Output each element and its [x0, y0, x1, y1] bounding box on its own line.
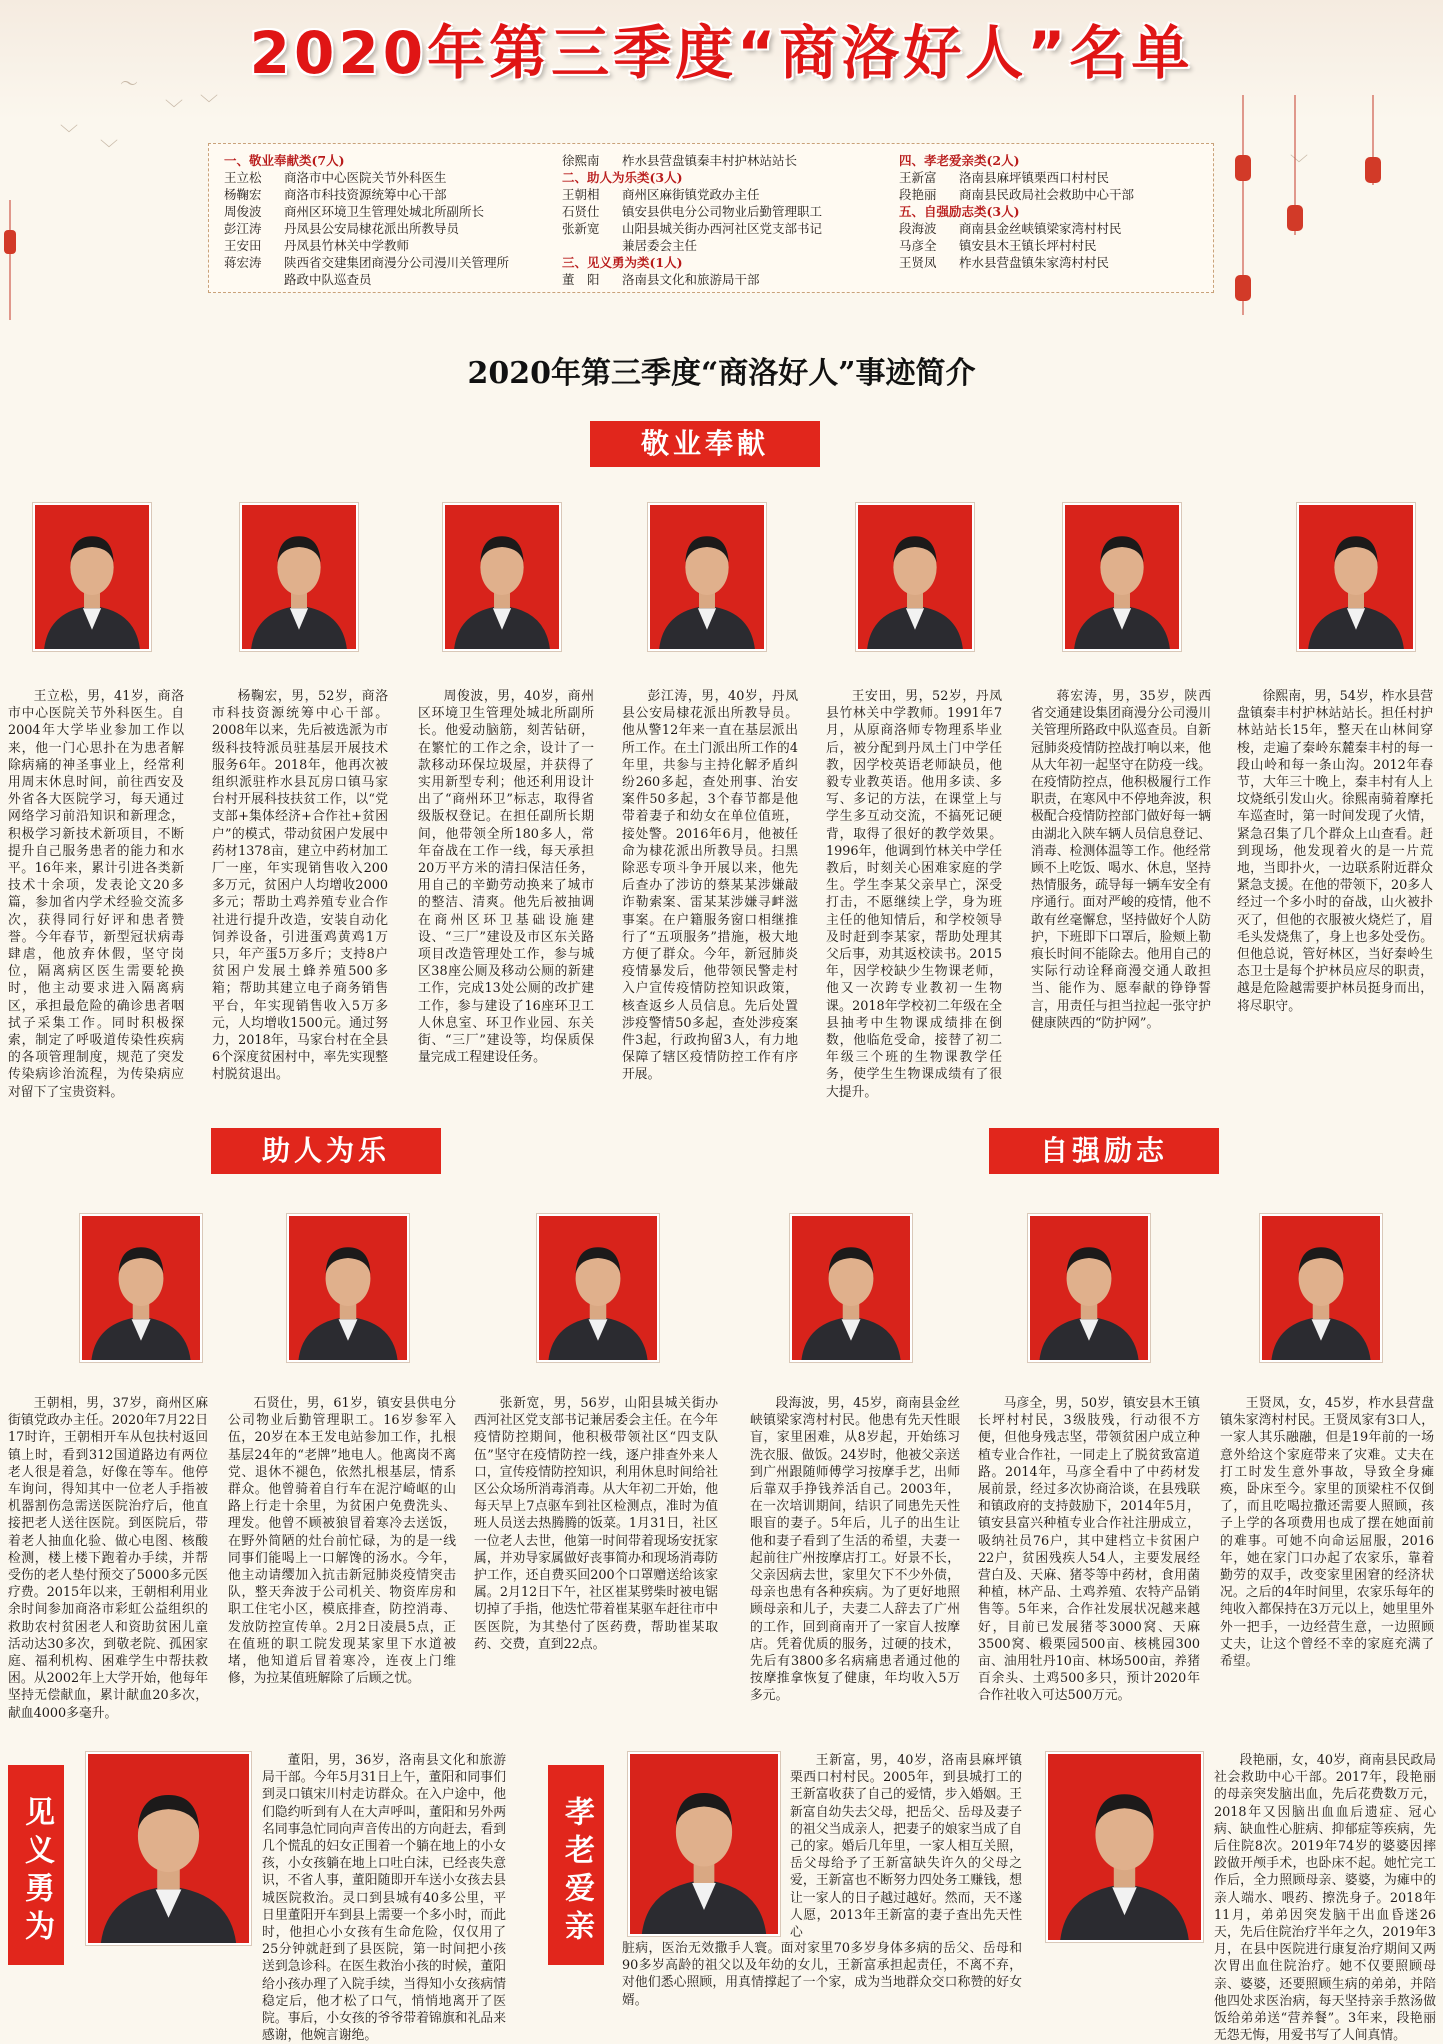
roster-entry	[562, 203, 822, 220]
roster-name: 王朝相	[562, 187, 600, 202]
roster-entry	[899, 237, 1134, 254]
roster-entry	[224, 254, 509, 271]
roster-name: 王贤凤	[899, 255, 937, 270]
portrait-zhoujunbo	[443, 503, 561, 651]
bio-zhoujunbo: 周俊波，男，40岁，商州区环境卫生管理处城北所副所长。他爱动脑筋，刻苦钻研，在繁忙的工作之余，设计了一款移动环保垃圾屋，并获得了实用新型专利；他还利用设计出了“商州环卫”标志，取得省级版权登记。在担任副所长期间，他带领全所180多人，常年奋战在工作一线，每天承担20万平方米的清扫保洁任务，用自己的辛勤劳动换来了城市的整洁、清爽。他先后被抽调在商州区环卫基础设施建设、“三厂”建设及市区东关路项目改造管理处工作，参与城区38座公厕及移动公厕的新建工作，完成13处公厕的改扩建工作，参与建设了16座环卫工人休息室、环卫作业园、东关街、“三厂”建设等，均保质保量完成工程建设任务。	[418, 689, 594, 1066]
portrait-zhangxinkuan	[537, 1214, 659, 1362]
portrait-wanglisong	[33, 503, 151, 651]
bio-jianghongtao: 蒋宏涛，男，35岁，陕西省交通建设集团商漫分公司漫川关管理所路政中队巡查员。自新冠肺炎疫情防控战打响以来，他从大年初一起坚守在防疫一线。在疫情防控点，他积极履行工作职责，在寒风中不停地奔波，积极配合疫情防控部门做好每一辆由湖北入陕车辆人员信息登记、消毒、检测体温等工作。他经常顾不上吃饭、喝水、休息，坚持热情服务，疏导每一辆车安全有序通行。面对严峻的疫情，他不敢有丝毫懈怠，坚持做好个人防护，下班即下口罩后，脸颊上勒痕长时间不能除去。他用自己的实际行动诠释商漫交通人敢担当、能作为、愿奉献的铮铮誓言，用责任与担当拉起一张守护健康陕西的“防护网”。	[1031, 689, 1211, 1031]
roster-entry	[899, 220, 1134, 237]
roster-org: 山阳县城关街办西河社区党支部书记	[622, 221, 823, 236]
roster-name: 石贤仕	[562, 204, 600, 219]
roster-org: 商南县金丝峡镇梁家湾村村民	[959, 221, 1122, 236]
bio-xuxinan: 徐熙南，男，54岁，柞水县营盘镇秦丰村护林站站长。担任村护林站站长15年，整天在山林间穿梭，走遍了秦岭东麓秦丰村的每一段山岭和每一条山沟。2012年春节，大年三十晚上，秦丰村有人上坟烧纸引发山火。徐熙南骑着摩托车巡查时，第一时间发现了火情，紧急召集了几个群众上山查看。赶到现场，他发现着火的是一片荒地，当即扑火，一边联系附近群众紧急支援。在他的带领下，20多人经过一个多小时的奋战，山火被扑灭了，但他的衣服被火烧烂了，眉毛头发烧焦了，身上也多处受伤。但他总说，管好林区，当好秦岭生态卫士是每个护林员应尽的职责，越是危险越需要护林员挺身而出，将尽职守。	[1237, 689, 1433, 1014]
roster-entry	[224, 203, 509, 220]
roster-org: 柞水县营盘镇秦丰村护林站站长	[622, 153, 798, 168]
bio-wangxianfeng: 王贤凤，女，45岁，柞水县营盘镇朱家湾村村民。王贤凤家有3口人，一家人其乐融融，但是19年前的一场意外给这个家庭带来了灾难。丈夫在打工时发生意外事故，导致全身瘫痪，卧床至今。家里的顶梁柱不仅倒了，而且吃喝拉撒还需要人照顾，孩子上学的各项费用也成了摆在她面前的难事。可她不向命运屈服，2016年，她在家门口办起了农家乐，靠着勤劳的双手，改变家里困窘的经济状况。之后的4年时间里，农家乐每年的纯收入都保持在3万元以上，她里里外外一把手，一边经营生意，一边照顾丈夫，让这个曾经不幸的家庭充满了希望。	[1220, 1396, 1434, 1670]
roster-name: 段艳丽	[899, 187, 937, 202]
portrait-duanhaibo	[790, 1214, 912, 1362]
roster-name: 王新富	[899, 170, 937, 185]
section-banner-jingye: 敬业奉献	[590, 421, 820, 467]
roster-name: 徐熙南	[562, 153, 600, 168]
bio-wangxinfu-top: 王新富，男，40岁，洛南县麻坪镇栗西口村村民。2005年，到县城打工的王新富收获了自己的爱情，步入婚姻。王新富自幼失去父母，把岳父、岳母及妻子的祖父当成亲人，把妻子的娘家当成了自己的家。婚后几年里，一家人相互关照，岳父母给予了王新富缺失许久的父母之爱，王新富也不断努力四处务工赚钱，想让一家人的日子越过越好。然而，天不遂人愿，2013年王新富的妻子查出先天性心	[790, 1753, 1022, 1941]
roster-list	[208, 143, 1214, 293]
roster-entry	[899, 186, 1134, 203]
decorative-lantern-icon	[0, 200, 180, 320]
roster-name: 王安田	[224, 238, 262, 253]
roster-category: 四、孝老爱亲类(2人)	[899, 153, 1020, 168]
portrait-mayanquan	[1028, 1214, 1150, 1362]
roster-name: 董 阳	[562, 272, 600, 287]
roster-entry	[224, 237, 509, 254]
portrait-yangjuhong	[240, 503, 358, 651]
roster-name: 张新宽	[562, 221, 600, 236]
roster-entry	[899, 254, 1134, 271]
bio-pengjiangtao: 彭江涛，男，40岁，丹凤县公安局棣花派出所教导员。他从警12年来一直在基层派出所工作。在土门派出所工作的4年里，共参与主持化解矛盾纠纷260多起，查处刑事、治安案件50多起，3个春节都是他带着妻子和幼女在单位值班，接处警。2016年6月，他被任命为棣花派出所教导员。扫黑除恶专项斗争开展以来，他先后查办了涉访的蔡某某涉嫌敲诈勒索案、雷某某涉嫌寻衅滋事案。在户籍服务窗口相继推行了“五项服务”措施，极大地方便了群众。今年，新冠肺炎疫情暴发后，他带领民警走村入户宣传疫情防控知识政策，核查返乡人员信息。先后处置涉疫警情50多起，查处涉疫案件3起，行政拘留3人，有力地保障了辖区疫情防控工作有序开展。	[622, 689, 798, 1083]
section-banner-ziqiang: 自强励志	[989, 1128, 1219, 1174]
portrait-wangxinfu	[628, 1752, 780, 1936]
section-banner-jianyi: 见义勇为	[8, 1765, 64, 1965]
bird-icon: ﹀	[200, 94, 218, 115]
roster-org: 商州区环境卫生管理处城北所副所长	[284, 204, 485, 219]
bio-dongyang: 董阳，男，36岁，洛南县文化和旅游局干部。今年5月31日上午，董阳和同事们到灵口镇宋川村走访群众。在入户途中，他们隐约听到有人在大声呼叫，董阳和另外两名同事急忙同向声音传出的方向赶去，看到几个慌乱的妇女正围着一个躺在地上的小女孩，小女孩躺在地上口吐白沫，已经丧失意识，不省人事，董阳随即开车送小女孩去县城医院救治。灵口到县城有40多公里，平日里董阳开车到县上需要一个多小时，而此时，他担心小女孩有生命危险，仅仅用了25分钟就赶到了县医院，第一时间把小孩送到急诊科。在医生救治小孩的时候，董阳给小孩办理了入院手续，当得知小女孩病情稳定后，他才松了口气，悄悄地离开了医院。事后，小女孩的爷爷带着锦旗和礼品来感谢，他婉言谢绝。	[262, 1753, 506, 2044]
roster-name: 周俊波	[224, 204, 262, 219]
roster-category: 五、自强励志类(3人)	[899, 204, 1020, 219]
bio-mayanquan: 马彦全，男，50岁，镇安县木王镇长坪村村民，3级肢残，行动很不方便，但他身残志坚，带领贫困户成立种植专业合作社，一同走上了脱贫致富道路。2014年，马彦全看中了中药材发展前景，经过多次协商洽谈，在县残联和镇政府的支持鼓励下，2014年5月，镇安县富兴种植专业合作社注册成立，吸纳社员76户，其中建档立卡贫困户22户，贫困残疾人54人，主要发展经营白及、天麻、猪苓等中药材，食用菌种植，林产品、土鸡养殖、农特产品销售等。5年来，合作社发展状况越来越好，目前已发展猪苓3000窝、天麻3500窝、椴栗园500亩、核桃园300亩、油用牡丹10亩、林场500亩，养猪百余头、土鸡500多只，预计2020年合作社收入可达500万元。	[978, 1396, 1200, 1704]
portrait-wanganti	[856, 503, 974, 651]
portrait-duanyanli	[1046, 1752, 1203, 1942]
roster-name: 王立松	[224, 170, 262, 185]
roster-entry	[562, 152, 822, 169]
bio-zhangxinkuan: 张新宽，男，56岁，山阳县城关街办西河社区党支部书记兼居委会主任。在今年疫情防控期间，他积极带领社区“四支队伍”坚守在疫情防控一线，逐户排查外来人口，宣传疫情防控知识，利用休息时间给社区公众场所消毒消毒。从大年初二开始，他每天早上7点驱车到社区检测点，准时为值班人员送去热腾腾的饭菜。1月31日，社区一位老人去世，他第一时间带着现场安抚家属，并劝导家属做好丧事简办和现场消毒防护工作，还自费买回200个口罩赠送给该家属。2月12日下午，社区崔某劈柴时被电锯切掉了手指，他迭忙带着崔某驱车赶往市中医医院，为其垫付了医药费，帮助崔某取药、交费，直到22点。	[474, 1396, 718, 1652]
roster-org: 洛南县文化和旅游局干部	[622, 272, 760, 287]
roster-column	[224, 152, 509, 288]
portrait-wangxianfeng	[1260, 1214, 1382, 1362]
section-banner-xiaolao: 孝老爱亲	[548, 1765, 604, 1965]
bio-wanganti: 王安田，男，52岁，丹凤县竹林关中学教师。1991年7月，从原商洛师专物理系毕业后，被分配到丹凤土门中学任教，因学校英语老师缺员，他毅专业教英语。他用多读、多写、多记的方法，在课堂上与学生多互动交流，不搞死记硬背，取得了很好的教学效果。1996年，他调到竹林关中学任教后，时刻关心困难家庭的学生。学生李某父亲早亡，深受打击，不愿继续上学，身为班主任的他知情后，和学校领导及时赶到李某家，帮助处理其父后事，劝其返校读书。2015年，因学校缺少生物课老师，他又一次跨专业教初一生物课。2018年学校初二年级在全县抽考中生物课成绩排在倒数，他临危受命，接替了初二年级三个班的生物课教学任务，使学生生物课成绩有了很大提升。	[826, 689, 1002, 1100]
bird-icon: 〜	[120, 74, 138, 95]
bird-icon: ﹀	[1290, 154, 1308, 175]
bio-wanglisong: 王立松，男，41岁，商洛市中心医院关节外科医生。自2004年大学毕业参加工作以来，他一门心思扑在为患者解除病痛的神圣事业上，经常利用周末休息时间，前往西安及外省各大医院学习，每天通过网络学习前沿知识和新理念，积极学习新技术新项目，不断提升自己服务患者的能力和水平。16年来，累计引进各类新技术十余项，发表论文20多篇，参加省内学术经验交流多次，获得同行好评和患者赞誉。今年春节，新型冠状病毒肆虐，他放弃休假，坚守岗位，隔离病区医生需要轮换时，他主动要求进入隔离病区，承担最危险的确诊患者咽拭子采集工作。同时积极探索，制定了呼吸道传染性疾病的各项管理制度，规范了突发传染病诊治流程，为传染病应对留下了宝贵资料。	[8, 689, 184, 1100]
roster-org: 柞水县营盘镇朱家湾村村民	[959, 255, 1110, 270]
portrait-xuxinan	[1297, 503, 1415, 651]
decorative-lantern-icon	[1223, 95, 1443, 325]
roster-entry	[224, 220, 509, 237]
roster-entry	[562, 186, 822, 203]
roster-name: 彭江涛	[224, 221, 262, 236]
roster-org: 商洛市中心医院关节外科医生	[284, 170, 447, 185]
roster-column	[899, 152, 1134, 271]
portrait-shixianshi	[287, 1214, 409, 1362]
portrait-pengjiangtao	[648, 503, 766, 651]
roster-org: 商州区麻街镇党政办主任	[622, 187, 760, 202]
roster-name: 杨鞠宏	[224, 187, 262, 202]
bio-yangjuhong: 杨鞠宏，男，52岁，商洛市科技资源统筹中心干部。2008年以来，先后被选派为市级科技特派员驻基层开展技术服务6年。2018年，他再次被组织派驻柞水县瓦房口镇马家台村开展科技扶贫工作，以“党支部+集体经济+合作社+贫困户”的模式，带动贫困户发展中药材1378亩，建立中药材加工厂一座，年实现销售收入200多万元，贫困户人均增收2000多元；帮助土鸡养殖专业合作社进行提升改造，安装自动化饲养设备，引进蛋鸡黄鸡1万只，年产蛋5万多斤；支持8户贫困户发展土蜂养殖500多箱；帮助其建立电子商务销售平台，年实现销售收入5万多元，人均增收1500元。通过努力，2018年，马家台村在全县6个深度贫困村中，率先实现整村脱贫退出。	[212, 689, 388, 1083]
roster-org-continued: 路政中队巡查员	[284, 272, 372, 287]
roster-category: 二、助人为乐类(3人)	[562, 170, 683, 185]
section-banner-zhuren: 助人为乐	[211, 1128, 441, 1174]
roster-org: 陕西省交建集团商漫分公司漫川关管理所	[284, 255, 510, 270]
portrait-jianghongtao	[1063, 503, 1181, 651]
roster-entry	[899, 169, 1134, 186]
roster-org: 丹凤县公安局棣花派出所教导员	[284, 221, 460, 236]
roster-entry	[562, 220, 822, 237]
roster-org: 商洛市科技资源统筹中心干部	[284, 187, 447, 202]
bio-wangxinfu-bottom: 脏病，医治无效撒手人寰。面对家里70多岁身体多病的岳父、岳母和90多岁高龄的祖父以及年幼的女儿，王新富承担起责任，不离不弃，对他们悉心照顾，用真情撑起了一个家，成为当地群众交口称赞的好女婿。	[622, 1941, 1022, 2008]
roster-category: 一、敬业奉献类(7人)	[224, 153, 345, 168]
roster-org: 镇安县供电分公司物业后勤管理职工	[622, 204, 823, 219]
roster-org: 商南县民政局社会救助中心干部	[959, 187, 1135, 202]
roster-org: 洛南县麻坪镇栗西口村村民	[959, 170, 1110, 185]
roster-entry	[562, 271, 822, 288]
roster-org: 镇安县木王镇长坪村村民	[959, 238, 1097, 253]
section-subtitle: 2020年第三季度“商洛好人”事迹简介	[467, 356, 976, 391]
roster-name: 马彦全	[899, 238, 937, 253]
portrait-wangchaoxiang	[80, 1214, 202, 1362]
roster-entry	[224, 169, 509, 186]
roster-column	[562, 152, 822, 288]
page-title: 2020年第三季度“商洛好人”名单	[249, 19, 1194, 87]
bird-icon: ﹀	[100, 139, 118, 160]
bio-duanhaibo: 段海波，男，45岁，商南县金丝峡镇梁家湾村村民。他患有先天性眼盲，家里困难，从8岁起，开始练习洗衣服、做饭。24岁时，他被父亲送到广州跟随师傅学习按摩手艺，出师后靠双手挣钱养活自己。2003年，在一次培训期间，结识了同患先天性眼盲的妻子。5年后，儿子的出生让他和妻子看到了生活的希望，夫妻一起前往广州按摩店打工。好景不长，父亲因病去世，家里欠下不少外债，母亲也患有各种疾病。为了更好地照顾母亲和儿子，夫妻二人辞去了广州的工作，回到商南开了一家盲人按摩店。凭着优质的服务，过硬的技术，先后有3800多名病痛患者通过他的按摩推拿恢复了健康，年均收入5万多元。	[750, 1396, 960, 1704]
roster-org-continued: 兼居委会主任	[622, 238, 698, 253]
bio-shixianshi: 石贤仕，男，61岁，镇安县供电分公司物业后勤管理职工。16岁参军入伍，20岁在本王发电站参加工作，扎根基层24年的“老牌”地电人。他离岗不离党、退休不褪色，依然扎根基层，情系群众。他曾骑着自行车在泥泞崎岖的山路上行走十余里，为贫困户免费洗头、理发。他曾不顾被狼冒着寒冷去送饭，在野外简陋的灶台前忙碌，为的是一线同事们能喝上一口解馋的汤水。今年，他主动请缨加入抗击新冠肺炎疫情突击队，整天奔波于公司机关、物资库房和职工住宅小区，模底排查，防控消毒、发放防控宣传单。2月2日凌晨5点，正在值班的职工院发现某家里下水道被堵，他知道后冒着寒冷，连夜上门维修，为拉某值班解除了后顾之忧。	[228, 1396, 456, 1687]
bio-duanyanli: 段艳丽，女，40岁，商南县民政局社会救助中心干部。2017年，段艳丽的母亲突发脑出血，先后花费数万元，2018年又因脑出血血后遗症、冠心病、缺血性心脏病、抑郁症等疾病，先后住院8次。2019年74岁的婆婆因摔跤做开颅手术，也卧床不起。她忙完工作后，全力照顾母亲、婆婆，为瘫中的亲人端水、喂药、擦洗身子。2018年11月，弟弟因突发脑干出血昏迷26天，先后住院治疗半年之久，2019年3月，在县中医院进行康复治疗期间又两次胃出血住院治疗。她不仅要照顾母亲、婆婆，还要照顾生病的弟弟，并陪他四处求医治病，每天坚持亲手熬汤做饭给弟弟送“营养餐”。3年来，段艳丽无怨无悔，用爱书写了人间真情。	[1214, 1753, 1436, 2044]
roster-name: 蒋宏涛	[224, 255, 262, 270]
bio-wangchaoxiang: 王朝相，男，37岁，商州区麻街镇党政办主任。2020年7月22日17时许，王朝相开车从包扶村返回镇上时，看到312国道路边有两位老人很是着急，好像在等车。他停车询问，得知其中一位老人手指被机器割伤急需送医院治疗后，他直接把老人送往医院。到医院后，带着老人抽血化验、做心电图、核酸检测，楼上楼下跑着办手续，并帮受伤的老人垫付预交了5000多元医疗费。2015年以来，王朝相利用业余时间参加商洛市彩虹公益组织的救助农村贫困老人和资助贫困儿童活动达30多次，到敬老院、孤困家庭、福利机构、困难学生中帮扶救困。从2002年上大学开始，他每年坚持无偿献血，累计献血20多次，献血4000多毫升。	[8, 1396, 208, 1721]
portrait-dongyang	[86, 1752, 251, 1945]
roster-category: 三、见义勇为类(1人)	[562, 255, 683, 270]
roster-name: 段海波	[899, 221, 937, 236]
roster-org: 丹凤县竹林关中学教师	[284, 238, 410, 253]
roster-entry	[224, 186, 509, 203]
bird-icon: ﹀	[60, 124, 78, 145]
bird-icon: ﹀	[165, 99, 183, 120]
